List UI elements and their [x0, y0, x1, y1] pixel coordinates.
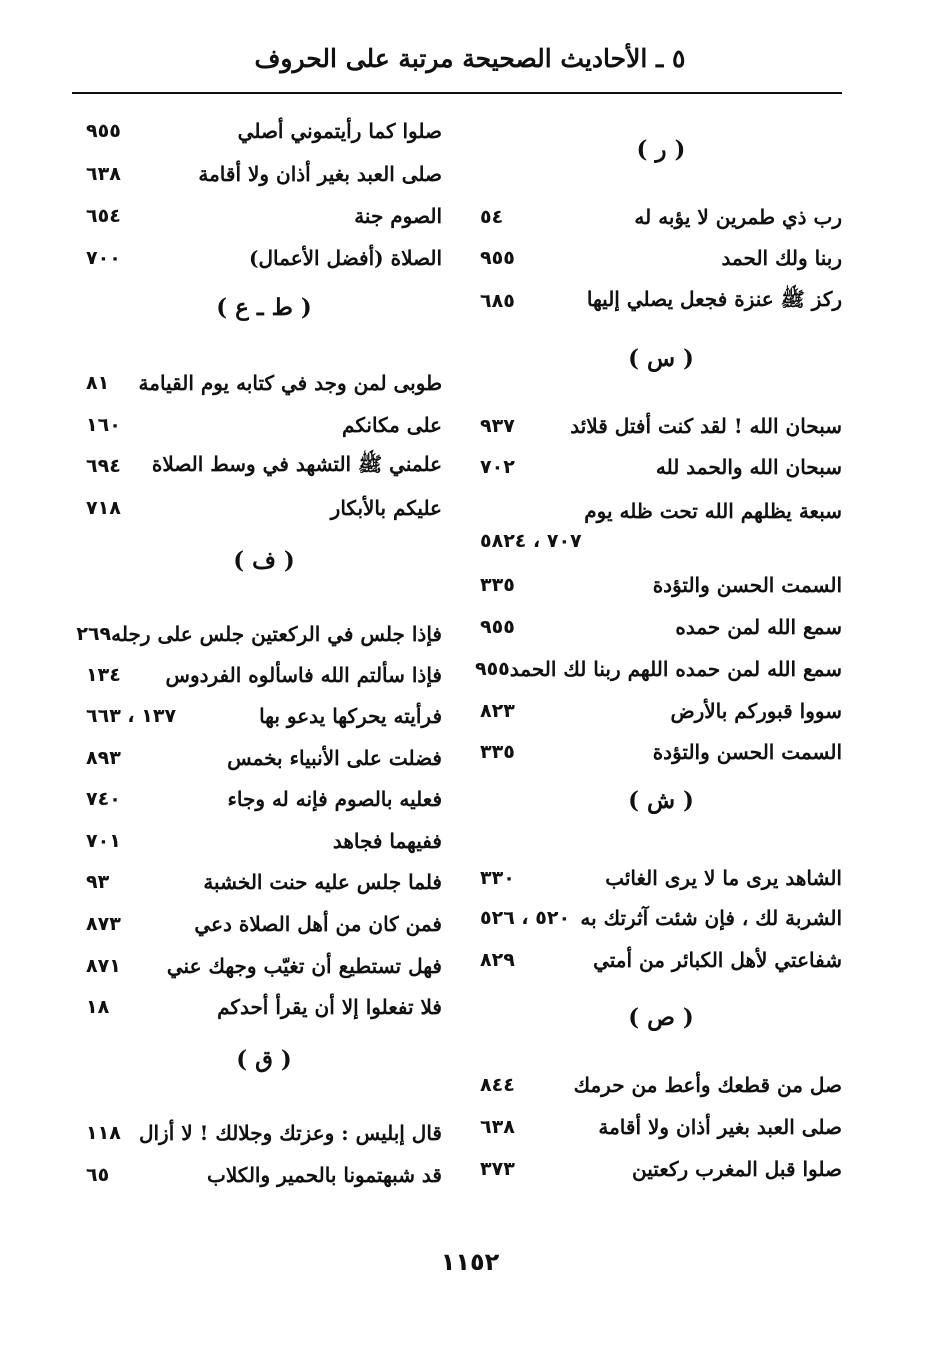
hadith-text: صلى العبد بغير أذان ولا أقامة	[598, 1115, 842, 1139]
hadith-ref: ٩٣٧	[480, 415, 515, 437]
hadith-text: سمع الله لمن حمده اللهم ربنا لك الحمد	[509, 657, 842, 681]
hadith-text: الصلاة (أفضل الأعمال)	[249, 246, 442, 270]
hadith-ref: ٣٣٠	[480, 867, 515, 889]
hadith-text: فرأيته يحركها يدعو بها	[259, 704, 442, 728]
list-item	[86, 824, 442, 858]
list-item	[480, 200, 842, 234]
hadith-ref: ٩٥٥	[474, 658, 510, 680]
hadith-ref: ٢٦٩	[76, 623, 112, 645]
page-header-title: ٥ ـ الأحاديث الصحيحة مرتبة على الحروف	[254, 44, 686, 73]
hadith-text: ربنا ولك الحمد	[721, 246, 842, 270]
section-heading-fa: ( ف )	[233, 547, 295, 574]
hadith-text: فمن كان من أهل الصلاة دعي	[194, 912, 442, 936]
list-item	[86, 157, 442, 191]
hadith-text: الشاهد يرى ما لا يرى الغائب	[605, 866, 842, 890]
list-item	[480, 735, 842, 769]
hadith-ref: ٨٧٣	[86, 913, 121, 935]
hadith-ref: ٨٤٤	[480, 1074, 515, 1096]
hadith-text: قد شبهتمونا بالحمير والكلاب	[207, 1163, 442, 1187]
hadith-text: طوبى لمن وجد في كتابه يوم القيامة	[138, 371, 442, 395]
hadith-ref: ٨٢٣	[480, 700, 515, 722]
list-item	[86, 658, 442, 692]
hadith-ref: ٦٨٥	[480, 290, 515, 312]
hadith-ref: ١٨	[86, 996, 110, 1018]
list-item	[480, 241, 842, 275]
list-item	[480, 409, 842, 443]
hadith-ref: ٦٥٤	[86, 205, 121, 227]
list-item	[86, 907, 442, 941]
hadith-ref: ١٣٧ ، ٦٦٣	[86, 705, 177, 727]
hadith-ref: ١١٨	[86, 1122, 121, 1144]
hadith-text: صلى العبد بغير أذان ولا أقامة	[198, 162, 442, 186]
hadith-text: على مكانكم	[342, 413, 442, 437]
list-item	[480, 284, 842, 318]
hadith-ref: ٧٠٠	[86, 247, 121, 269]
list-item	[480, 694, 842, 728]
hadith-ref: ٦٣٨	[86, 163, 121, 185]
hadith-text: شفاعتي لأهل الكبائر من أمتي	[593, 948, 842, 972]
list-item	[86, 782, 442, 816]
hadith-text: فضلت على الأنبياء بخمس	[227, 746, 442, 770]
hadith-ref: ٩٥٥	[86, 120, 121, 142]
hadith-text: سبحان الله ! لقد كنت أفتل قلائد	[570, 414, 842, 438]
hadith-ref: ٣٣٥	[480, 741, 515, 763]
list-item	[480, 1068, 842, 1102]
list-item	[76, 617, 442, 651]
section-heading-shin: ( ش )	[628, 787, 694, 814]
hadith-ref: ٦٥	[86, 1164, 110, 1186]
hadith-text: صلوا كما رأيتموني أصلي	[237, 119, 442, 143]
hadith-ref: ٨١	[86, 372, 110, 394]
list-item	[86, 699, 442, 733]
hadith-ref: ٦٩٤	[86, 455, 121, 477]
list-item	[86, 949, 442, 983]
list-item	[480, 943, 842, 977]
hadith-ref: ٩٣	[86, 871, 110, 893]
list-item	[86, 990, 442, 1024]
hadith-ref-continuation: ٧٠٧ ، ٥٨٢٤	[480, 530, 582, 552]
header-rule	[72, 92, 842, 94]
hadith-text: قال إبليس : وعزتك وجلالك ! لا أزال	[138, 1121, 442, 1145]
list-item	[480, 901, 842, 935]
hadith-text: ركز ﷺ عنزة فجعل يصلي إليها	[586, 286, 842, 311]
section-heading-sin: ( س )	[628, 345, 694, 372]
hadith-ref: ٥٢٠ ، ٥٢٦	[480, 907, 571, 929]
hadith-text: فلما جلس عليه حنت الخشبة	[203, 870, 442, 894]
hadith-text: عليكم بالأبكار	[330, 496, 442, 520]
list-item	[86, 741, 442, 775]
hadith-text: السمت الحسن والتؤدة	[652, 740, 842, 764]
list-item	[86, 1158, 442, 1192]
page-number: ١١٥٢	[440, 1248, 500, 1276]
list-item	[86, 241, 442, 275]
hadith-text: صلوا قبل المغرب ركعتين	[632, 1157, 842, 1181]
hadith-ref: ٧٤٠	[86, 788, 121, 810]
hadith-ref: ٣٣٥	[480, 574, 515, 596]
list-item	[86, 366, 442, 400]
hadith-ref: ٩٥٥	[480, 247, 515, 269]
hadith-text: فلا تفعلوا إلا أن يقرأ أحدكم	[217, 995, 442, 1019]
hadith-text: ففيهما فجاهد	[332, 829, 442, 853]
list-item	[86, 865, 442, 899]
hadith-ref: ٨٩٣	[86, 747, 121, 769]
list-item	[474, 652, 842, 686]
hadith-ref: ١٣٤	[86, 664, 121, 686]
hadith-ref: ٣٧٣	[480, 1158, 515, 1180]
hadith-text: رب ذي طمرين لا يؤبه له	[634, 205, 842, 229]
hadith-text: سووا قبوركم بالأرض	[670, 699, 842, 723]
section-heading-ra: ( ر )	[636, 136, 686, 163]
hadith-ref: ٧١٨	[86, 497, 121, 519]
hadith-ref: ٦٣٨	[480, 1116, 515, 1138]
hadith-ref: ٨٧١	[86, 955, 121, 977]
hadith-ref: ٩٥٥	[480, 616, 515, 638]
hadith-text: صل من قطعك وأعط من حرمك	[573, 1073, 842, 1097]
section-heading-qaf: ( ق )	[236, 1046, 292, 1073]
hadith-text: السمت الحسن والتؤدة	[652, 573, 842, 597]
list-item	[480, 568, 842, 602]
hadith-text: سبحان الله والحمد لله	[655, 455, 842, 479]
hadith-ref: ٧٠٢	[480, 456, 515, 478]
list-item	[86, 449, 442, 483]
list-item	[86, 408, 442, 442]
hadith-text: سمع الله لمن حمده	[675, 615, 842, 639]
hadith-text: فعليه بالصوم فإنه له وجاء	[227, 787, 442, 811]
hadith-ref: ٨٢٩	[480, 949, 515, 971]
list-item	[86, 114, 442, 148]
list-item	[480, 610, 842, 644]
list-item	[86, 491, 442, 525]
list-item	[86, 199, 442, 233]
list-item	[480, 861, 842, 895]
hadith-text: الصوم جنة	[354, 204, 442, 228]
hadith-text: سبعة يظلهم الله تحت ظله يوم	[584, 499, 842, 523]
hadith-text: فهل تستطيع أن تغيّب وجهك عني	[166, 954, 442, 978]
hadith-ref: ١٦٠	[86, 414, 121, 436]
hadith-text: فإذا سألتم الله فاسألوه الفردوس	[165, 663, 442, 687]
list-item	[480, 494, 842, 528]
hadith-text: فإذا جلس في الركعتين جلس على رجله	[111, 622, 442, 646]
section-heading-ta-ayn: ( ط ـ ع )	[216, 294, 312, 321]
hadith-ref: ٧٠١	[86, 830, 121, 852]
list-item	[480, 450, 842, 484]
list-item	[480, 1152, 842, 1186]
section-heading-sad: ( ص )	[628, 1004, 694, 1031]
list-item	[86, 1116, 442, 1150]
hadith-text: الشربة لك ، فإن شئت آثرتك به	[580, 906, 842, 930]
hadith-text: علمني ﷺ التشهد في وسط الصلاة	[151, 451, 442, 476]
list-item	[480, 1110, 842, 1144]
hadith-ref: ٥٤	[480, 206, 504, 228]
